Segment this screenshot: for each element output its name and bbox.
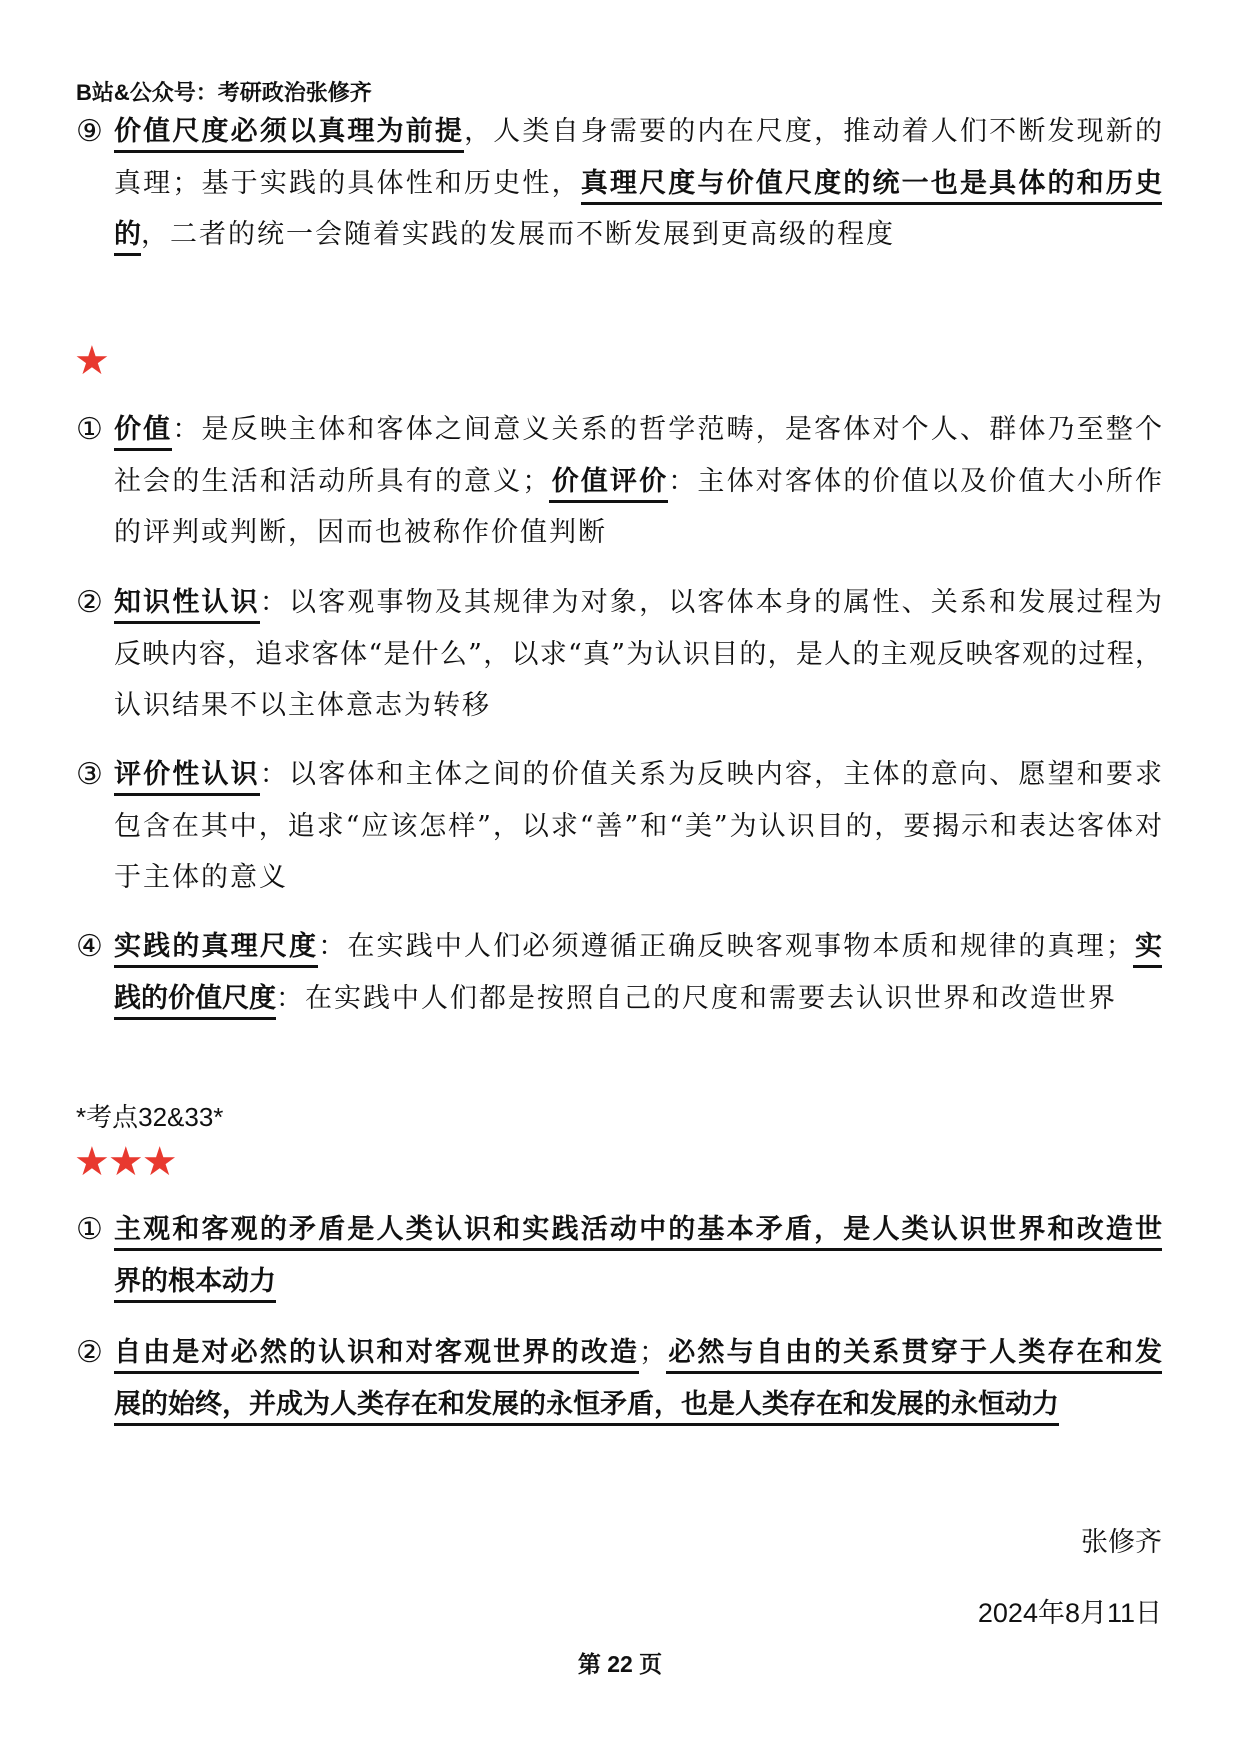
body-text: ：主体对客体的价值以及价值大小所作 xyxy=(668,465,1163,497)
key-phrase: 价值尺度必须以真理为前提 xyxy=(114,116,464,153)
date: 2024年8月11日 xyxy=(977,1598,1162,1628)
key-phrase: 主观和客观的矛盾是人类认识和实践活动中的基本矛盾，是人类认识世界和改造世 xyxy=(114,1214,1162,1251)
numbered-point xyxy=(76,749,1162,904)
key-phrase: 价值 xyxy=(114,414,172,451)
text-line xyxy=(114,1327,1162,1379)
text-line xyxy=(114,577,1162,629)
body-text: ：是反映主体和客体之间意义关系的哲学范畴，是客体对个人、群体乃至整个 xyxy=(172,414,1162,445)
key-phrase: 必然与自由的关系贯穿于人类存在和发 xyxy=(666,1337,1162,1374)
text-line xyxy=(114,921,1162,973)
body-text: ，人类自身需要的内在尺度，推动着人们不断发现新的 xyxy=(464,116,1163,147)
text-line xyxy=(114,507,1162,559)
point-number: ① xyxy=(76,1212,103,1247)
text-line xyxy=(114,404,1162,456)
key-phrase: 践的价值尺度 xyxy=(114,983,276,1020)
body-text: 认识结果不以主体意志为转移 xyxy=(114,690,491,721)
text-line xyxy=(114,1204,1162,1256)
body-text: ：在实践中人们都是按照自己的尺度和需要去认识世界和改造世界 xyxy=(276,982,1117,1014)
text-line xyxy=(114,749,1162,801)
text-line xyxy=(114,1379,1162,1431)
page-number: 第 22 页 xyxy=(577,1651,663,1677)
star-rating-icon: ★★★ xyxy=(74,1139,176,1185)
text-line xyxy=(114,456,1162,508)
text-line xyxy=(114,158,1162,210)
text-line xyxy=(114,1256,1162,1308)
key-phrase: 评价性认识 xyxy=(114,759,260,796)
body-text: 包含在其中，追求“应该怎样”，以求“善”和“美”为认识目的，要揭示和表达客体对 xyxy=(114,810,1162,842)
numbered-point xyxy=(76,1204,1162,1307)
numbered-point xyxy=(76,577,1162,732)
body-text: 反映内容，追求客体“是什么”，以求“真”为认识目的，是人的主观反映客观的过程， xyxy=(114,638,1162,670)
text-line xyxy=(114,852,1162,904)
key-phrase: 知识性认识 xyxy=(114,587,260,624)
source-header: B站&公众号：考研政治张修齐 xyxy=(76,80,372,105)
point-number: ⑨ xyxy=(76,114,103,149)
body-text: 于主体的意义 xyxy=(114,862,288,893)
key-phrase: 自由是对必然的认识和对客观世界的改造 xyxy=(114,1337,639,1374)
key-phrase: 的 xyxy=(114,219,141,256)
text-line xyxy=(114,801,1162,853)
body-text: ，二者的统一会随着实践的发展而不断发展到更高级的程度 xyxy=(141,219,895,250)
numbered-point xyxy=(76,921,1162,1024)
body-text: 社会的生活和活动所具有的意义； xyxy=(114,465,550,497)
body-text: 真理；基于实践的具体性和历史性， xyxy=(114,167,581,199)
body-text: ：以客观事物及其规律为对象，以客体本身的属性、关系和发展过程为 xyxy=(259,587,1163,618)
text-line xyxy=(114,680,1162,732)
key-phrase: 真理尺度与价值尺度的统一也是具体的和历史 xyxy=(581,168,1162,205)
body-text: 的评判或判断，因而也被称作价值判断 xyxy=(114,517,607,548)
point-number: ③ xyxy=(76,757,103,792)
key-phrase: 展的始终，并成为人类存在和发展的永恒矛盾，也是人类存在和发展的永恒动力 xyxy=(114,1389,1059,1426)
numbered-point xyxy=(76,404,1162,559)
author-signature: 张修齐 xyxy=(1081,1527,1162,1557)
key-phrase: 界的根本动力 xyxy=(114,1266,276,1303)
exam-point-label: *考点32&33* xyxy=(76,1102,224,1132)
key-phrase: 实 xyxy=(1133,931,1162,968)
text-line xyxy=(114,629,1162,681)
key-phrase: 价值评价 xyxy=(549,466,668,503)
numbered-point xyxy=(76,1327,1162,1430)
point-number: ① xyxy=(76,412,103,447)
star-rating-icon: ★ xyxy=(74,338,108,384)
numbered-point xyxy=(76,106,1162,261)
text-line xyxy=(114,106,1162,158)
body-text: ； xyxy=(639,1337,667,1368)
point-number: ② xyxy=(76,1335,103,1370)
body-text: ：在实践中人们必须遵循正确反映客观事物本质和规律的真理； xyxy=(318,931,1133,962)
text-line xyxy=(114,973,1162,1025)
text-line xyxy=(114,209,1162,261)
point-number: ④ xyxy=(76,929,103,964)
body-text: ：以客体和主体之间的价值关系为反映内容，主体的意向、愿望和要求 xyxy=(259,759,1163,790)
point-number: ② xyxy=(76,585,103,620)
key-phrase: 实践的真理尺度 xyxy=(114,931,318,968)
